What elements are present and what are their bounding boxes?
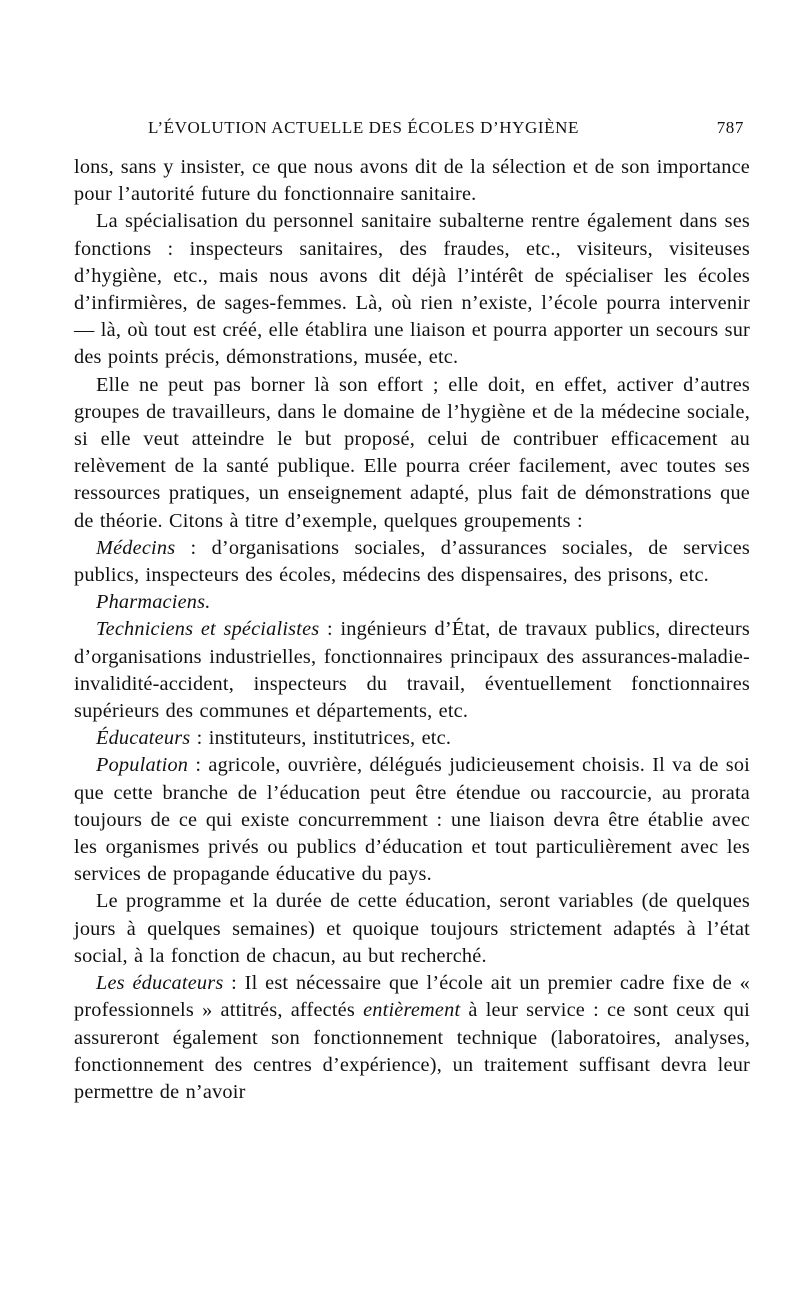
term-population: Population	[96, 754, 189, 777]
page-number: 787	[716, 118, 744, 137]
paragraph-pharmaciens	[74, 589, 750, 616]
text-les-educateurs-b: à leur service : ce sont ceux qui assureront également son fonctionnement technique (laboratoires, analyses, fonctionnement des centres d’expérience), un traitement suffisant devra leur permettre de n’avoir	[74, 999, 750, 1103]
text-medecins: : d’organisations sociales, d’assurances sociales, de services publics, inspecteurs des écoles, médecins des dispensaires, des prisons, etc.	[74, 536, 750, 587]
paragraph-medecins	[74, 535, 750, 589]
paragraph-continuation: lons, sans y insister, ce que nous avons dit de la sélection et de son importance pour l’autorité future du fonctionnaire sanitaire.	[74, 156, 750, 206]
paragraph-techniciens	[74, 616, 750, 725]
text-educateurs: : instituteurs, institutrices, etc.	[190, 727, 452, 750]
term-educateurs: Éducateurs	[96, 727, 191, 750]
paragraph-programme: Le programme et la durée de cette éducation, seront variables (de quelques jours à quelques semaines) et quoique toujours strictement adaptés à l’état social, à la fonction de chacun, au but recherché.	[74, 890, 750, 967]
term-medecins: Médecins	[96, 536, 176, 559]
running-title: L’ÉVOLUTION ACTUELLE DES ÉCOLES D’HYGIÈNE	[148, 118, 579, 137]
paragraph-educateurs	[74, 725, 750, 752]
term-techniciens: Techniciens et spécialistes	[96, 618, 320, 641]
body-text	[74, 154, 750, 1106]
term-les-educateurs: Les éducateurs	[96, 972, 224, 995]
term-pharmaciens: Pharmaciens.	[96, 591, 211, 614]
paragraph-les-educateurs	[74, 970, 750, 1106]
paragraph-effort: Elle ne peut pas borner là son effort ; elle doit, en effet, activer d’autres groupes de travailleurs, dans le domaine de l’hygiène et de la médecine sociale, si elle veut atteindre le but proposé, celui de contribuer efficacement au relèvement de la santé publique. Elle pourra créer facilement, avec toutes ses ressources pratiques, un enseignement adapté, plus fait de démonstrations que de théorie. Citons à titre d’exemple, quelques groupements :	[74, 373, 750, 532]
emphasis-entierement: entièrement	[363, 999, 461, 1022]
text-les-educateurs-a: : Il est nécessaire que l’école ait un premier cadre fixe de « professionnels » attitrés, affectés	[74, 972, 750, 1022]
running-header	[74, 118, 750, 138]
text-population: : agricole, ouvrière, délégués judicieusement choisis. Il va de soi que cette branche de l’éducation peut être étendue ou raccourcie, au prorata toujours de ce qui existe concurremment : une liaison devra être établie avec les organismes privés ou publics d’éducation et tout particulièrement avec les services de propagande éducative du pays.	[74, 754, 750, 886]
book-page	[74, 118, 750, 1106]
text-techniciens: : ingénieurs d’État, de travaux publics, directeurs d’organisations industrielles, fonctionnaires principaux des assurances-maladie-invalidité-accident, inspecteurs du travail, éventuellement fonctionnaires supérieurs des communes et départements, etc.	[74, 618, 750, 723]
paragraph-specialisation: La spécialisation du personnel sanitaire subalterne rentre également dans ses fonctions : inspecteurs sanitaires, des fraudes, etc., visiteurs, visiteuses d’hygiène, etc., mais nous avons dit déjà l’intérêt de spécialiser les écoles d’infirmières, de sages-femmes. Là, où rien n’existe, l’école pourra intervenir — là, où tout est créé, elle établira une liaison et pourra apporter un secours sur des points précis, démonstrations, musée, etc.	[74, 210, 750, 369]
paragraph-population	[74, 752, 750, 888]
